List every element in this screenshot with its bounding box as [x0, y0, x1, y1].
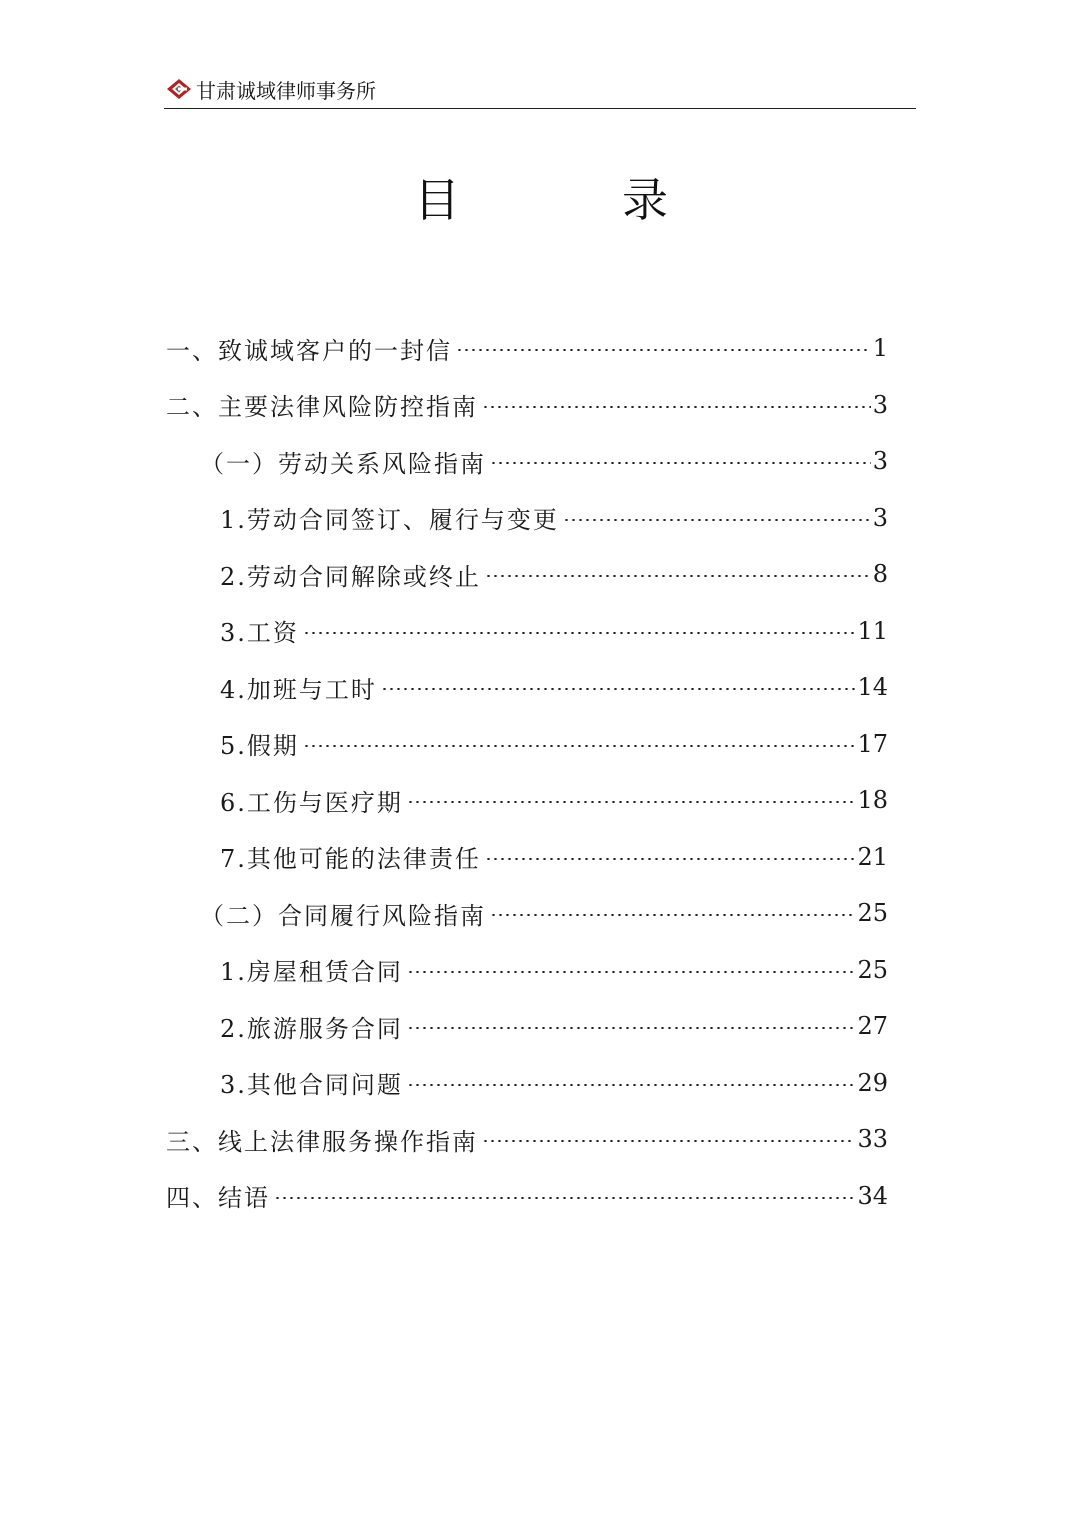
- toc-leader-dots: [482, 1140, 855, 1142]
- page-title: [0, 168, 1080, 232]
- toc-entry-label: 二、主要法律风险防控指南: [166, 393, 478, 422]
- toc-leader-dots: [485, 858, 856, 860]
- toc-entry-page-number: 3: [872, 503, 888, 532]
- toc-entry[interactable]: [166, 603, 888, 660]
- toc-leader-dots: [407, 1084, 856, 1086]
- toc-entry-page-number: 3: [872, 447, 888, 476]
- toc-entry[interactable]: [166, 490, 888, 547]
- toc-leader-dots: [456, 349, 871, 351]
- toc-leader-dots: [407, 1027, 856, 1029]
- toc-leader-dots: [563, 519, 871, 521]
- toc-entry-page-number: 14: [857, 673, 888, 702]
- toc-entry-label: 4.加班与工时: [220, 675, 377, 704]
- toc-entry[interactable]: [166, 998, 888, 1055]
- toc-entry-label: 1.劳动合同签订、履行与变更: [220, 506, 559, 535]
- toc-entry[interactable]: [166, 1168, 888, 1225]
- toc-entry[interactable]: [166, 546, 888, 603]
- toc-leader-dots: [407, 801, 856, 803]
- title-char-1: 目: [414, 173, 460, 227]
- toc-entry-label: 3.其他合同问题: [220, 1071, 403, 1100]
- toc-entry-page-number: 25: [857, 955, 888, 984]
- toc-entry[interactable]: [166, 772, 888, 829]
- toc-entry-label: （一）劳动关系风险指南: [200, 449, 486, 478]
- toc-entry-label: （二）合同履行风险指南: [200, 901, 486, 930]
- toc-entry[interactable]: [166, 659, 888, 716]
- toc-entry-label: 7.其他可能的法律责任: [220, 845, 481, 874]
- toc-entry-label: 5.假期: [220, 732, 299, 761]
- toc-entry[interactable]: [166, 716, 888, 773]
- table-of-contents: [166, 320, 888, 1224]
- toc-entry-page-number: 34: [857, 1181, 888, 1210]
- toc-entry[interactable]: [166, 377, 888, 434]
- toc-leader-dots: [482, 406, 871, 408]
- toc-entry-label: 2.旅游服务合同: [220, 1014, 403, 1043]
- toc-entry-page-number: 17: [857, 729, 888, 758]
- toc-entry-page-number: 1: [872, 334, 888, 363]
- toc-entry[interactable]: [166, 829, 888, 886]
- toc-entry-label: 一、致诚域客户的一封信: [166, 336, 452, 365]
- firm-name: 甘肃诚域律师事务所: [196, 79, 376, 103]
- toc-entry-label: 三、线上法律服务操作指南: [166, 1127, 478, 1156]
- title-char-2: 录: [622, 173, 668, 227]
- toc-entry-page-number: 25: [857, 899, 888, 928]
- toc-entry[interactable]: [166, 320, 888, 377]
- toc-entry-label: 2.劳动合同解除或终止: [220, 562, 481, 591]
- toc-entry-page-number: 8: [872, 560, 888, 589]
- toc-leader-dots: [490, 914, 855, 916]
- toc-entry-page-number: 11: [857, 616, 888, 645]
- toc-entry[interactable]: [166, 942, 888, 999]
- toc-entry[interactable]: [166, 1055, 888, 1112]
- toc-entry-page-number: 27: [857, 1012, 888, 1041]
- toc-entry-page-number: 29: [857, 1068, 888, 1097]
- toc-leader-dots: [407, 971, 856, 973]
- toc-leader-dots: [303, 632, 856, 634]
- toc-entry[interactable]: [166, 1111, 888, 1168]
- toc-entry[interactable]: [166, 885, 888, 942]
- toc-leader-dots: [274, 1197, 855, 1199]
- toc-leader-dots: [485, 575, 871, 577]
- toc-leader-dots: [303, 745, 856, 747]
- toc-entry-label: 3.工资: [220, 619, 299, 648]
- toc-entry-page-number: 33: [857, 1125, 888, 1154]
- toc-entry-page-number: 3: [872, 390, 888, 419]
- toc-leader-dots: [381, 688, 856, 690]
- toc-entry[interactable]: [166, 433, 888, 490]
- toc-leader-dots: [490, 462, 871, 464]
- toc-entry-label: 1.房屋租赁合同: [220, 958, 403, 987]
- toc-entry-label: 四、结语: [166, 1184, 270, 1213]
- toc-entry-page-number: 21: [857, 842, 888, 871]
- page-header: [164, 76, 916, 109]
- toc-entry-label: 6.工伤与医疗期: [220, 788, 403, 817]
- toc-entry-page-number: 18: [857, 786, 888, 815]
- diamond-logo-icon: [166, 78, 192, 100]
